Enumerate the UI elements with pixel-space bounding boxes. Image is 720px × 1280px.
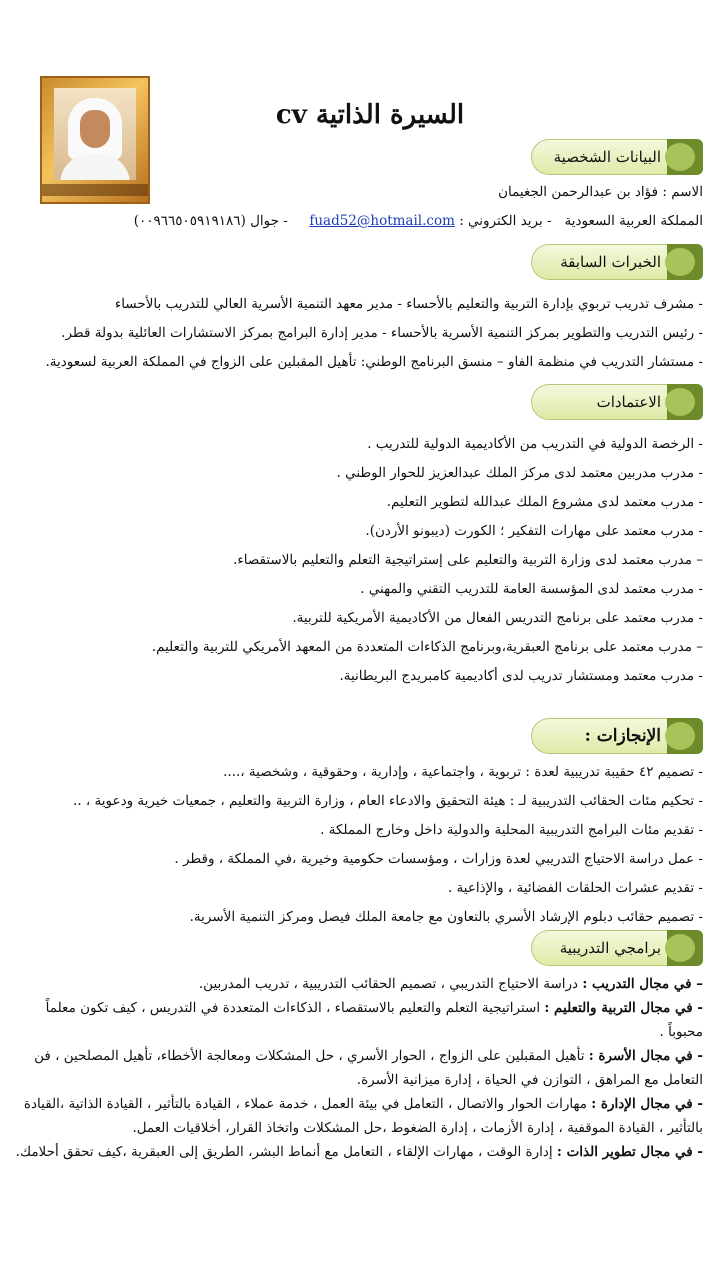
section-header-label: الإنجازات : [531, 718, 679, 754]
program-text: مهارات الحوار والاتصال ، التعامل في بيئة العمل ، خدمة عملاء ، القيادة بالتأثير ، القيادة الذاتية ،القيادة بالتأثير ، القيادة الموقفية ، إدارة الأزمات ، إدارة الضغوط ،حل المشكلات واتخاذ القرار، أخلاقيات العمل. [23, 1096, 703, 1136]
section-header-label: الخبرات السابقة [531, 244, 679, 280]
section-header-personal [531, 139, 703, 175]
program-item [13, 1140, 703, 1164]
program-label: - في مجال التربية والتعليم : [544, 1000, 703, 1016]
list-item: – مدرب معتمد على برنامج العبقرية،وبرنامج الذكاءات المتعددة من المعهد الأمريكي للتربية والتعليم. [151, 639, 703, 655]
list-item: - مشرف تدريب تربوي بإدارة التربية والتعليم بالأحساء - مدير معهد التنمية الأسرية العالي للتدريب بالأحساء [114, 296, 703, 312]
list-item: - مدرب معتمد لدى مشروع الملك عبدالله لتطوير التعليم. [386, 494, 703, 510]
section-header-programs [531, 930, 703, 966]
program-item [13, 1092, 703, 1140]
section-header-label: برامجي التدريبية [531, 930, 679, 966]
list-item: - مدرب معتمد على برنامج التدريس الفعال من الأكاديمية الأمريكية للتربية. [292, 610, 703, 626]
section-header-cap [667, 139, 703, 175]
section-header-experience [531, 244, 703, 280]
program-item [13, 996, 703, 1044]
list-item: - مدرب معتمد لدى المؤسسة العامة للتدريب التقني والمهني . [360, 581, 703, 597]
list-item: - عمل دراسة الاحتياج التدريبي لعدة وزارات ، ومؤسسات حكومية وخيرية ،في المملكة ، وقطر . [174, 851, 703, 867]
list-item: - تصميم حقائب دبلوم الإرشاد الأسري بالتعاون مع جامعة الملك فيصل ومركز التنمية الأسرية. [189, 909, 703, 925]
photo-caption-strip [42, 184, 148, 196]
programs-list [13, 972, 703, 1164]
contact-line [133, 207, 703, 236]
phone: - جوال (٠٠٩٦٦٥٠٥٩١٩١٨٦) [133, 213, 288, 229]
program-text: تأهيل المقبلين على الزواج ، الحوار الأسري ، حل المشكلات ومعالجة الأخطاء، تأهيل المصلحين ، فن التعامل مع المراهق ، التوازن في الحياة ، إدارة ميزانية الأسرة. [34, 1048, 703, 1088]
list-item: - مستشار التدريب في منظمة الفاو – منسق البرنامج الوطني: تأهيل المقبلين على الزواج في المملكة العربية لسعودية. [45, 354, 703, 370]
section-header-cap [667, 718, 703, 754]
program-label: - في مجال تطوير الذات : [556, 1144, 703, 1160]
personal-info [133, 178, 703, 236]
list-item: - الرخصة الدولية في التدريب من الأكاديمية الدولية للتدريب . [367, 436, 703, 452]
list-item: - مدرب معتمد على مهارات التفكير ؛ الكورت (ديبونو الأردن). [365, 523, 703, 539]
program-text: استراتيجية التعلم والتعليم بالاستقصاء ، الذكاءات المتعددة في التدريس ، كيف تكون معلماً محبوباً . [45, 1000, 703, 1040]
face [80, 110, 110, 148]
country: المملكة العربية السعودية [564, 213, 703, 229]
page-title: السيرة الذاتية cv [275, 100, 465, 130]
portrait [54, 88, 136, 180]
program-text: دراسة الاحتياج التدريبي ، تصميم الحقائب التدريبية ، تدريب المدربين. [198, 976, 583, 992]
section-header-achievements [531, 718, 703, 754]
list-item: - تحكيم مئات الحقائب التدريبية لـ : هيئة التحقيق والادعاء العام ، وزارة التربية والتعليم ، جمعيات خيرية ودعوية ، .. [73, 793, 703, 809]
program-item [13, 972, 703, 996]
program-label: - في مجال الأسرة : [588, 1048, 703, 1064]
section-header-label: الاعتمادات [531, 384, 679, 420]
list-item: - رئيس التدريب والتطوير بمركز التنمية الأسرية بالأحساء - مدير إدارة البرامج بمركز الاستشارات العائلية بدولة قطر. [61, 325, 703, 341]
email-label: - بريد الكتروني : [459, 213, 552, 229]
program-label: - في مجال الإدارة : [591, 1096, 703, 1112]
name-line: الاسم : فؤاد بن عبدالرحمن الجغيمان [498, 184, 703, 200]
list-item: - تقديم مئات البرامج التدريبية المحلية والدولية داخل وخارج المملكة . [320, 822, 703, 838]
section-header-cap [667, 930, 703, 966]
list-item: - تصميم ٤٢ حقيبة تدريبية لعدة : تربوية ، واجتماعية ، وإدارية ، وحقوقية ، وشخصية ،.... [223, 764, 703, 780]
list-item: – مدرب معتمد لدى وزارة التربية والتعليم على إستراتيجية التعلم والتعليم بالاستقصاء. [233, 552, 703, 568]
profile-photo [40, 76, 150, 204]
list-item: - مدرب معتمد ومستشار تدريب لدى أكاديمية كامبريدج البريطانية. [339, 668, 703, 684]
program-label: – في مجال التدريب : [582, 976, 703, 992]
achievements-list [13, 758, 703, 932]
section-header-accreditations [531, 384, 703, 420]
section-header-cap [667, 384, 703, 420]
program-item [13, 1044, 703, 1092]
list-item: - مدرب مدربين معتمد لدى مركز الملك عبدالعزيز للحوار الوطني . [336, 465, 703, 481]
accreditations-list [13, 430, 703, 691]
section-header-cap [667, 244, 703, 280]
program-text: إدارة الوقت ، مهارات الإلقاء ، التعامل مع أنماط البشر، الطريق إلى العبقرية ،كيف تحقق أحلامك. [15, 1144, 557, 1160]
section-header-label: البيانات الشخصية [531, 139, 679, 175]
list-item: - تقديم عشرات الحلقات الفضائية ، والإذاعية . [447, 880, 703, 896]
email-link[interactable]: fuad52@hotmail.com [309, 213, 455, 229]
experience-list [13, 290, 703, 377]
